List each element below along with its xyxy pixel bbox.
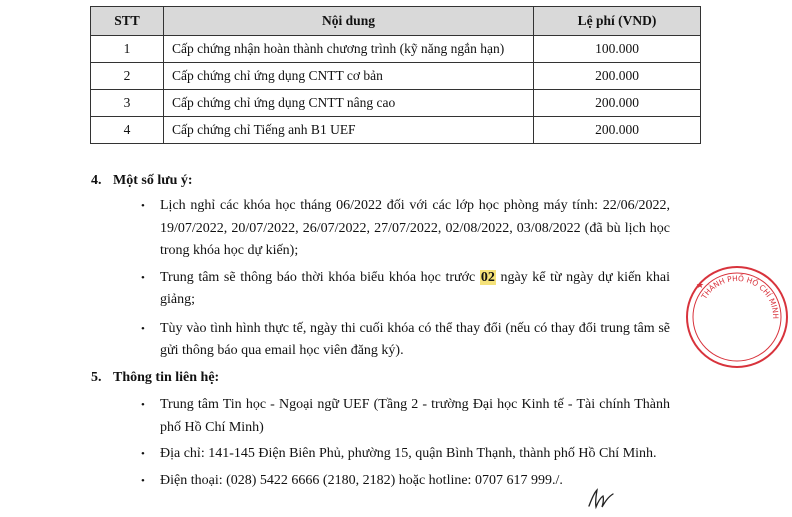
row-content: Cấp chứng nhận hoàn thành chương trình (kỹ năng ngắn hạn): [164, 36, 534, 63]
note-text: Lịch nghỉ các khóa học tháng 06/2022 đối với các lớp học phòng máy tính: 22/06/2022, 19/07/2022, 20/07/2022, 26/07/2022, 27/07/2022, 02/08/2022, 03/08/2022 (đã bù lịch học trong khóa học dự kiến);: [160, 198, 670, 258]
row-stt: 2: [91, 63, 164, 90]
table-row: [91, 90, 701, 117]
red-stamp: [682, 262, 792, 372]
table-row: [91, 63, 701, 90]
list-item: [91, 470, 670, 493]
signature-stroke: [589, 490, 613, 507]
bullet-icon: •: [141, 474, 145, 487]
header-stt: STT: [91, 7, 164, 36]
note-text: Trung tâm sẽ thông báo thời khóa biểu khóa học trước: [160, 269, 480, 285]
notes-list: [91, 195, 670, 363]
bullet-icon: •: [141, 322, 145, 335]
contact-text: Điện thoại: (028) 5422 6666 (2180, 2182) hoặc hotline: 0707 617 999./.: [160, 472, 563, 488]
row-content: Cấp chứng chỉ ứng dụng CNTT cơ bản: [164, 63, 534, 90]
list-item: [91, 443, 670, 466]
contact-section: [91, 368, 670, 492]
bullet-icon: •: [141, 399, 145, 411]
contact-list: [91, 394, 670, 492]
table-row: [91, 36, 701, 63]
stamp-text: THÀNH PHỐ HỒ CHÍ MINH: [699, 273, 781, 320]
signature-mark: [587, 488, 615, 510]
contact-text: Địa chỉ: 141-145 Điện Biên Phủ, phường 15, quận Bình Thạnh, thành phố Hồ Chí Minh.: [160, 446, 657, 461]
row-fee: 200.000: [534, 117, 701, 144]
bullet-icon: •: [141, 448, 145, 460]
table-row: [91, 117, 701, 144]
stamp-inner-ring: [693, 273, 781, 361]
list-item: [91, 195, 670, 263]
list-item: [91, 267, 670, 312]
notes-number: 4.: [91, 173, 102, 188]
row-stt: 4: [91, 117, 164, 144]
notes-section: [91, 171, 670, 363]
row-fee: 200.000: [534, 90, 701, 117]
contact-heading: [91, 368, 670, 388]
row-content: Cấp chứng chỉ ứng dụng CNTT nâng cao: [164, 90, 534, 117]
fee-table: [90, 6, 701, 144]
bullet-icon: •: [141, 200, 145, 212]
list-item: [91, 394, 670, 439]
header-content: Nội dung: [164, 7, 534, 36]
note-text: Tùy vào tình hình thực tế, ngày thi cuối khóa có thể thay đổi (nếu có thay đổi trung tâm sẽ gửi thông báo qua email học viên đăng ký).: [160, 320, 670, 358]
stamp-star-icon: ★: [696, 280, 705, 290]
row-stt: 1: [91, 36, 164, 63]
note-text: ngày kể từ ngày dự kiến khai giảng;: [160, 269, 670, 307]
notes-title: Một số lưu ý:: [113, 173, 193, 188]
row-content: Cấp chứng chỉ Tiếng anh B1 UEF: [164, 117, 534, 144]
bullet-icon: •: [141, 271, 145, 284]
header-fee: Lệ phí (VND): [534, 7, 701, 36]
list-item: [91, 318, 670, 363]
row-fee: 100.000: [534, 36, 701, 63]
notes-heading: [91, 171, 670, 191]
contact-title: Thông tin liên hệ:: [113, 370, 220, 385]
fee-table-header-row: [91, 7, 701, 36]
row-fee: 200.000: [534, 63, 701, 90]
note-highlight: 02: [480, 269, 495, 285]
contact-number: 5.: [91, 370, 102, 385]
row-stt: 3: [91, 90, 164, 117]
contact-text: Trung tâm Tin học - Ngoại ngữ UEF (Tầng 2 - trường Đại học Kinh tế - Tài chính Thành phố Hồ Chí Minh): [160, 397, 670, 435]
